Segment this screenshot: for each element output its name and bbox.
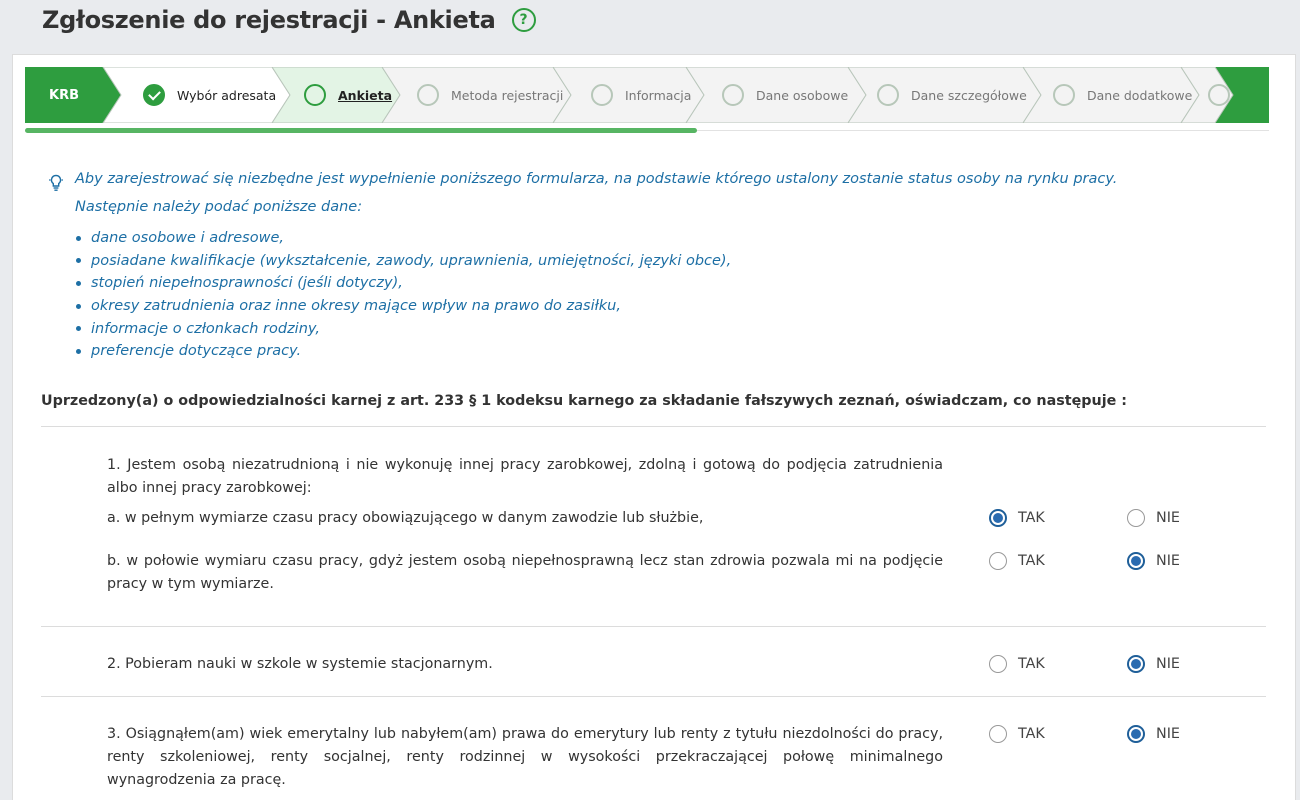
- stepper-root-label[interactable]: KRB: [49, 87, 79, 103]
- step-next-partial[interactable]: [1208, 67, 1242, 123]
- step-label: Informacja: [625, 87, 692, 103]
- step-label: Dane dodatkowe: [1087, 87, 1193, 103]
- step-dane-dodatkowe[interactable]: [1053, 67, 1192, 123]
- page-title: Zgłoszenie do rejestracji - Ankieta: [42, 6, 496, 34]
- step-label: Wybór adresata: [177, 87, 277, 103]
- question-1a-tak-radio[interactable]: [989, 509, 1045, 527]
- circle-icon: [304, 84, 326, 106]
- check-circle-icon: [143, 84, 165, 106]
- radio-icon: [1127, 509, 1145, 527]
- list-item: dane osobowe i adresowe,: [75, 227, 731, 250]
- question-3-tak-radio[interactable]: [989, 725, 1045, 743]
- question-1b-nie-radio[interactable]: [1127, 552, 1180, 570]
- question-circle-icon[interactable]: ?: [512, 8, 536, 32]
- circle-icon: [591, 84, 613, 106]
- divider: [41, 426, 1266, 427]
- radio-icon: [989, 725, 1007, 743]
- radio-label: TAK: [1018, 726, 1045, 742]
- list-item: informacje o członkach rodziny,: [75, 317, 731, 340]
- question-2-text: 2. Pobieram nauki w szkole w systemie stacjonarnym.: [107, 656, 493, 672]
- question-2-nie-radio[interactable]: [1127, 655, 1180, 673]
- circle-icon: [722, 84, 744, 106]
- radio-icon: [1127, 655, 1145, 673]
- info-intro: Aby zarejestrować się niezbędne jest wypełnienie poniższego formularza, na podstawie którego ustalony zostanie status osoby na rynku pracy.: [75, 171, 1118, 187]
- circle-icon: [1208, 84, 1230, 106]
- list-item: posiadane kwalifikacje (wykształcenie, zawody, uprawnienia, umiejętności, języki obce),: [75, 250, 731, 273]
- step-label: Dane szczegółowe: [911, 87, 1027, 103]
- radio-icon: [1127, 725, 1145, 743]
- step-metoda-rejestracji[interactable]: [417, 67, 563, 123]
- question-1a-nie-radio[interactable]: [1127, 509, 1180, 527]
- list-item: stopień niepełnosprawności (jeśli dotyczy),: [75, 272, 731, 295]
- question-2-tak-radio[interactable]: [989, 655, 1045, 673]
- question-3-text: 3. Osiągnąłem(am) wiek emerytalny lub nabyłem(am) prawa do emerytury lub renty z tytułu niezdolności do pracy, renty szkoleniowej, renty socjalnej, renty rodzinnej w wysokości przekraczającej połowę minimalnego wynagrodzenia za pracę.: [107, 726, 943, 788]
- step-informacja[interactable]: [591, 67, 691, 123]
- radio-label: NIE: [1156, 726, 1180, 742]
- step-label: Metoda rejestracji: [451, 87, 564, 103]
- step-wybor-adresata[interactable]: [143, 67, 276, 123]
- circle-icon: [1053, 84, 1075, 106]
- divider: [41, 696, 1266, 697]
- list-item: okresy zatrudnienia oraz inne okresy mające wpływ na prawo do zasiłku,: [75, 295, 731, 318]
- step-dane-osobowe[interactable]: [722, 67, 848, 123]
- info-followup: Następnie należy podać poniższe dane:: [75, 199, 363, 215]
- lightbulb-icon: [49, 174, 63, 192]
- divider: [41, 626, 1266, 627]
- step-dane-szczegolowe[interactable]: [877, 67, 1027, 123]
- question-3-nie-radio[interactable]: [1127, 725, 1180, 743]
- form-panel: [12, 54, 1296, 800]
- step-label: Ankieta: [338, 87, 393, 103]
- radio-label: NIE: [1156, 510, 1180, 526]
- question-1b-tak-radio[interactable]: [989, 552, 1045, 570]
- radio-label: TAK: [1018, 656, 1045, 672]
- radio-label: NIE: [1156, 553, 1180, 569]
- radio-icon: [989, 655, 1007, 673]
- list-item: preferencje dotyczące pracy.: [75, 340, 731, 363]
- declaration-text: Uprzedzony(a) o odpowiedzialności karnej z art. 233 § 1 kodeksu karnego za składanie fałszywych zeznań, oświadczam, co następuje :: [41, 393, 1127, 409]
- radio-icon: [1127, 552, 1145, 570]
- radio-icon: [989, 552, 1007, 570]
- question-1a-text: a. w pełnym wymiarze czasu pracy obowiązującego w danym zawodzie lub służbie,: [107, 510, 704, 526]
- radio-label: NIE: [1156, 656, 1180, 672]
- wizard-stepper: [25, 67, 1269, 123]
- circle-icon: [417, 84, 439, 106]
- question-1-text: 1. Jestem osobą niezatrudnioną i nie wykonuję innej pracy zarobkowej, zdolną i gotową do podjęcia zatrudnienia albo innej pracy zarobkowej:: [107, 457, 943, 496]
- circle-icon: [877, 84, 899, 106]
- page-header: [42, 4, 536, 36]
- question-1b-text: b. w połowie wymiaru czasu pracy, gdyż jestem osobą niepełnosprawną lecz stan zdrowia pozwala mi na podjęcie pracy w tym wymiarze.: [107, 553, 943, 592]
- radio-label: TAK: [1018, 553, 1045, 569]
- info-list: [75, 227, 731, 363]
- progress-bar: [25, 128, 697, 133]
- radio-label: TAK: [1018, 510, 1045, 526]
- step-ankieta[interactable]: [304, 67, 392, 123]
- step-label: Dane osobowe: [756, 87, 849, 103]
- radio-icon: [989, 509, 1007, 527]
